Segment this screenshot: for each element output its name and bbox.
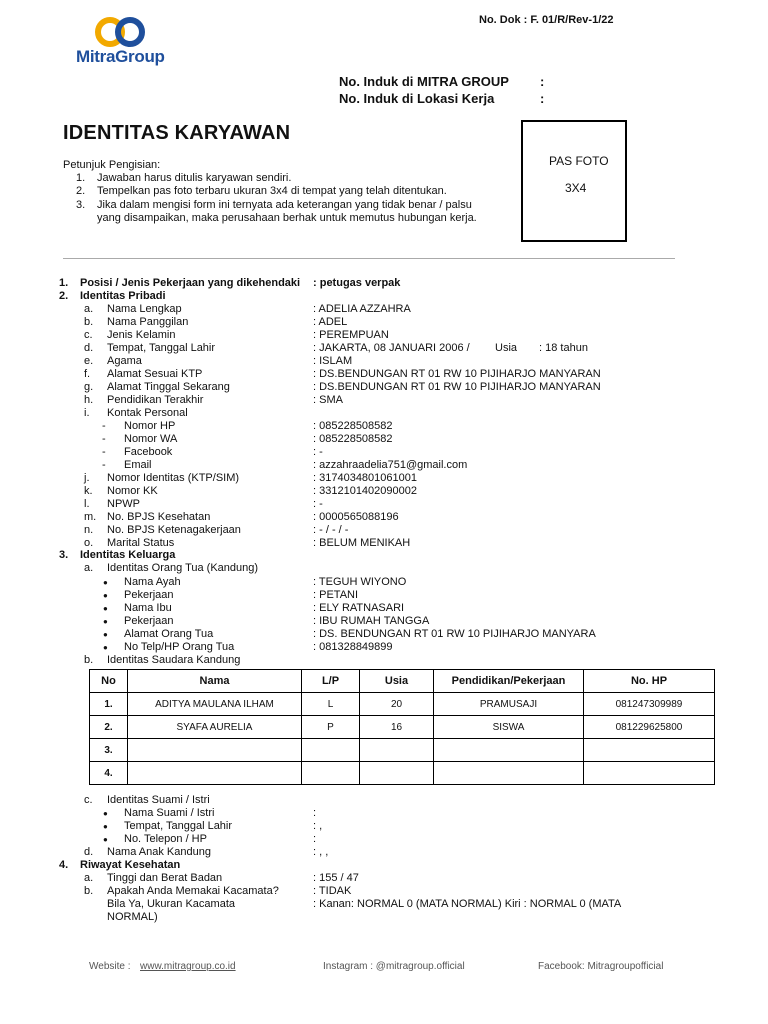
field-label: No. BPJS Kesehatan <box>107 511 211 523</box>
instruction-num: 3. <box>76 199 86 211</box>
field-marker: a. <box>84 303 94 315</box>
spouse-heading: Identitas Suami / Istri <box>107 794 210 806</box>
table-header-row <box>90 670 715 693</box>
field-marker: - <box>102 446 106 458</box>
bullet-icon: ● <box>103 835 108 844</box>
parent-field-value: : 081328849899 <box>313 641 393 653</box>
field-label: Kontak Personal <box>107 407 188 419</box>
field-label: Nomor KK <box>107 485 158 497</box>
glasses-size-value: : Kanan: NORMAL 0 (MATA NORMAL) Kiri : NORMAL 0 (MATA <box>313 898 622 910</box>
field-value: : 3174034801061001 <box>313 472 417 484</box>
bullet-icon: ● <box>103 822 108 831</box>
field-marker: d. <box>84 342 94 354</box>
parent-field-label: No Telp/HP Orang Tua <box>124 641 235 653</box>
table-cell <box>302 739 360 762</box>
bullet-icon: ● <box>103 809 108 818</box>
field-marker: a. <box>84 872 94 884</box>
section-number: 2. <box>59 290 69 302</box>
divider <box>63 258 675 259</box>
page-title: IDENTITAS KARYAWAN <box>63 122 291 144</box>
instruction-num: 2. <box>76 185 86 197</box>
parent-field-label: Nama Ibu <box>124 602 172 614</box>
spouse-field-label: Nama Suami / Istri <box>124 807 215 819</box>
field-marker: c. <box>84 329 93 341</box>
parents-heading: Identitas Orang Tua (Kandung) <box>107 562 259 574</box>
row-number-cell: 4. <box>90 762 128 785</box>
field-value: : ISLAM <box>313 355 353 367</box>
field-label: Alamat Sesuai KTP <box>107 368 203 380</box>
field-marker: g. <box>84 381 94 393</box>
field-label: Tempat, Tanggal Lahir <box>107 342 216 354</box>
field-marker: l. <box>84 498 90 510</box>
field-value: : TIDAK <box>313 885 352 897</box>
glasses-size-label-cont: NORMAL) <box>107 911 158 923</box>
age-value: : 18 tahun <box>539 342 588 354</box>
position-value: : petugas verpak <box>313 277 401 289</box>
glasses-size-label: Bila Ya, Ukuran Kacamata <box>107 898 235 910</box>
table-row <box>90 716 715 739</box>
field-value: : SMA <box>313 394 343 406</box>
table-cell: 081229625800 <box>584 716 715 739</box>
row-number-cell: 1. <box>90 693 128 716</box>
induk-lokasi-label: No. Induk di Lokasi Kerja <box>339 91 495 106</box>
footer-website-link[interactable] <box>140 961 236 972</box>
field-marker: b. <box>84 316 94 328</box>
table-cell: P <box>302 716 360 739</box>
field-label: Facebook <box>124 446 173 458</box>
field-value: : - <box>313 498 323 510</box>
sub-mark: d. <box>84 846 94 858</box>
parent-field-label: Alamat Orang Tua <box>124 628 214 640</box>
bullet-icon: ● <box>103 578 108 587</box>
table-cell <box>434 762 584 785</box>
instruction-text: Jika dalam mengisi form ini ternyata ada keterangan yang tidak benar / palsu <box>97 199 472 211</box>
table-cell: ADITYA MAULANA ILHAM <box>128 693 302 716</box>
bullet-icon: ● <box>103 643 108 652</box>
field-marker: f. <box>84 368 91 380</box>
spouse-field-value: : <box>313 807 317 819</box>
section-title: Riwayat Kesehatan <box>80 859 181 871</box>
logo-text: MitraGroup <box>76 47 165 66</box>
section-number: 4. <box>59 859 69 871</box>
table-cell: SYAFA AURELIA <box>128 716 302 739</box>
field-marker: e. <box>84 355 94 367</box>
field-label: Apakah Anda Memakai Kacamata? <box>107 885 279 897</box>
field-value: : BELUM MENIKAH <box>313 537 411 549</box>
field-marker: n. <box>84 524 94 536</box>
column-header: L/P <box>302 670 360 693</box>
field-marker: b. <box>84 885 94 897</box>
sub-mark: c. <box>84 794 93 806</box>
instruction-text: Jawaban harus ditulis karyawan sendiri. <box>97 172 292 184</box>
field-label: Jenis Kelamin <box>107 329 176 341</box>
table-cell: L <box>302 693 360 716</box>
footer-website-label: Website : <box>89 961 131 972</box>
bullet-icon: ● <box>103 617 108 626</box>
field-label: Tinggi dan Berat Badan <box>107 872 223 884</box>
parent-field-label: Pekerjaan <box>124 615 174 627</box>
sub-mark: b. <box>84 654 94 666</box>
table-cell: 16 <box>360 716 434 739</box>
field-marker: - <box>102 433 106 445</box>
instructions-heading: Petunjuk Pengisian: <box>63 159 161 171</box>
field-value: : ADELIA AZZAHRA <box>313 303 411 315</box>
field-label: NPWP <box>107 498 140 510</box>
field-label: Nama Lengkap <box>107 303 182 315</box>
photo-box-label: PAS FOTO <box>549 154 609 168</box>
website-link-text[interactable]: www.mitragroup.co.id <box>140 961 236 972</box>
field-value: : 085228508582 <box>313 420 393 432</box>
sub-mark: a. <box>84 562 94 574</box>
field-label: Alamat Tinggal Sekarang <box>107 381 230 393</box>
table-cell: SISWA <box>434 716 584 739</box>
table-cell <box>434 739 584 762</box>
field-label: No. BPJS Ketenagakerjaan <box>107 524 241 536</box>
table-cell <box>128 762 302 785</box>
row-number-cell: 2. <box>90 716 128 739</box>
field-label: Nomor WA <box>124 433 178 445</box>
field-value: : ADEL <box>313 316 348 328</box>
table-cell <box>584 739 715 762</box>
field-marker: - <box>102 420 106 432</box>
spouse-field-label: Tempat, Tanggal Lahir <box>124 820 233 832</box>
instruction-num: 1. <box>76 172 86 184</box>
table-cell: 081247309989 <box>584 693 715 716</box>
field-value: : PEREMPUAN <box>313 329 389 341</box>
field-value: : JAKARTA, 08 JANUARI 2006 / <box>313 342 470 354</box>
column-header: Usia <box>360 670 434 693</box>
induk-mitra-label: No. Induk di MITRA GROUP <box>339 74 509 89</box>
parent-field-value: : IBU RUMAH TANGGA <box>313 615 430 627</box>
parent-field-label: Pekerjaan <box>124 589 174 601</box>
row-number-cell: 3. <box>90 739 128 762</box>
document-number: No. Dok : F. 01/R/Rev-1/22 <box>479 14 614 26</box>
parent-field-value: : TEGUH WIYONO <box>313 576 407 588</box>
table-row <box>90 693 715 716</box>
instruction-text: yang disampaikan, maka perusahaan berhak untuk memutus hubungan kerja. <box>97 212 477 224</box>
parent-field-value: : PETANI <box>313 589 359 601</box>
field-marker: m. <box>84 511 97 523</box>
field-label: Email <box>124 459 152 471</box>
table-cell <box>360 739 434 762</box>
field-marker: - <box>102 459 106 471</box>
company-logo <box>76 14 170 70</box>
age-label: Usia <box>495 342 518 354</box>
section-number: 1. <box>59 277 69 289</box>
footer-facebook: Facebook: Mitragroupofficial <box>538 961 664 972</box>
siblings-heading: Identitas Saudara Kandung <box>107 654 241 666</box>
bullet-icon: ● <box>103 630 108 639</box>
children-label: Nama Anak Kandung <box>107 846 211 858</box>
siblings-table <box>89 669 715 785</box>
field-label: Marital Status <box>107 537 175 549</box>
field-value: : 3312101402090002 <box>313 485 417 497</box>
table-row <box>90 762 715 785</box>
field-value: : - <box>313 446 323 458</box>
field-value: : DS.BENDUNGAN RT 01 RW 10 PIJIHARJO MANYARAN <box>313 368 601 380</box>
children-value: : , , <box>313 846 329 858</box>
instruction-text: Tempelkan pas foto terbaru ukuran 3x4 di tempat yang telah ditentukan. <box>97 185 447 197</box>
footer-instagram: Instagram : @mitragroup.official <box>323 961 465 972</box>
spouse-field-label: No. Telepon / HP <box>124 833 207 845</box>
bullet-icon: ● <box>103 604 108 613</box>
column-header: Pendidikan/Pekerjaan <box>434 670 584 693</box>
photo-box-size: 3X4 <box>565 181 587 195</box>
field-value: : DS.BENDUNGAN RT 01 RW 10 PIJIHARJO MANYARAN <box>313 381 601 393</box>
parent-field-label: Nama Ayah <box>124 576 181 588</box>
section-number: 3. <box>59 549 69 561</box>
field-label: Nama Panggilan <box>107 316 189 328</box>
field-value: : 155 / 47 <box>313 872 359 884</box>
parent-field-value: : ELY RATNASARI <box>313 602 405 614</box>
field-marker: i. <box>84 407 90 419</box>
field-marker: j. <box>84 472 90 484</box>
field-value: : azzahraadelia751@gmail.com <box>313 459 468 471</box>
bullet-icon: ● <box>103 591 108 600</box>
field-label: Nomor HP <box>124 420 176 432</box>
spouse-field-value: : , <box>313 820 323 832</box>
field-label: Nomor Identitas (KTP/SIM) <box>107 472 240 484</box>
table-cell <box>302 762 360 785</box>
induk-mitra-colon: : <box>540 74 545 89</box>
column-header: No. HP <box>584 670 715 693</box>
column-header: Nama <box>128 670 302 693</box>
position-label: Posisi / Jenis Pekerjaan yang dikehendaki <box>80 277 301 289</box>
induk-lokasi-colon: : <box>540 91 545 106</box>
section-title: Identitas Keluarga <box>80 549 176 561</box>
field-marker: k. <box>84 485 93 497</box>
field-value: : 0000565088196 <box>313 511 399 523</box>
field-value: : 085228508582 <box>313 433 393 445</box>
mitragroup-logo-icon <box>76 14 170 50</box>
photo-box[interactable] <box>521 120 627 242</box>
table-cell: PRAMUSAJI <box>434 693 584 716</box>
table-cell <box>128 739 302 762</box>
field-label: Pendidikan Terakhir <box>107 394 204 406</box>
parent-field-value: : DS. BENDUNGAN RT 01 RW 10 PIJIHARJO MANYARA <box>313 628 596 640</box>
field-marker: h. <box>84 394 94 406</box>
table-row <box>90 739 715 762</box>
column-header: No <box>90 670 128 693</box>
field-label: Agama <box>107 355 142 367</box>
table-cell: 20 <box>360 693 434 716</box>
section-title: Identitas Pribadi <box>80 290 166 302</box>
table-cell <box>360 762 434 785</box>
spouse-field-value: : <box>313 833 317 845</box>
field-marker: o. <box>84 537 94 549</box>
table-cell <box>584 762 715 785</box>
field-value: : - / - / - <box>313 524 349 536</box>
